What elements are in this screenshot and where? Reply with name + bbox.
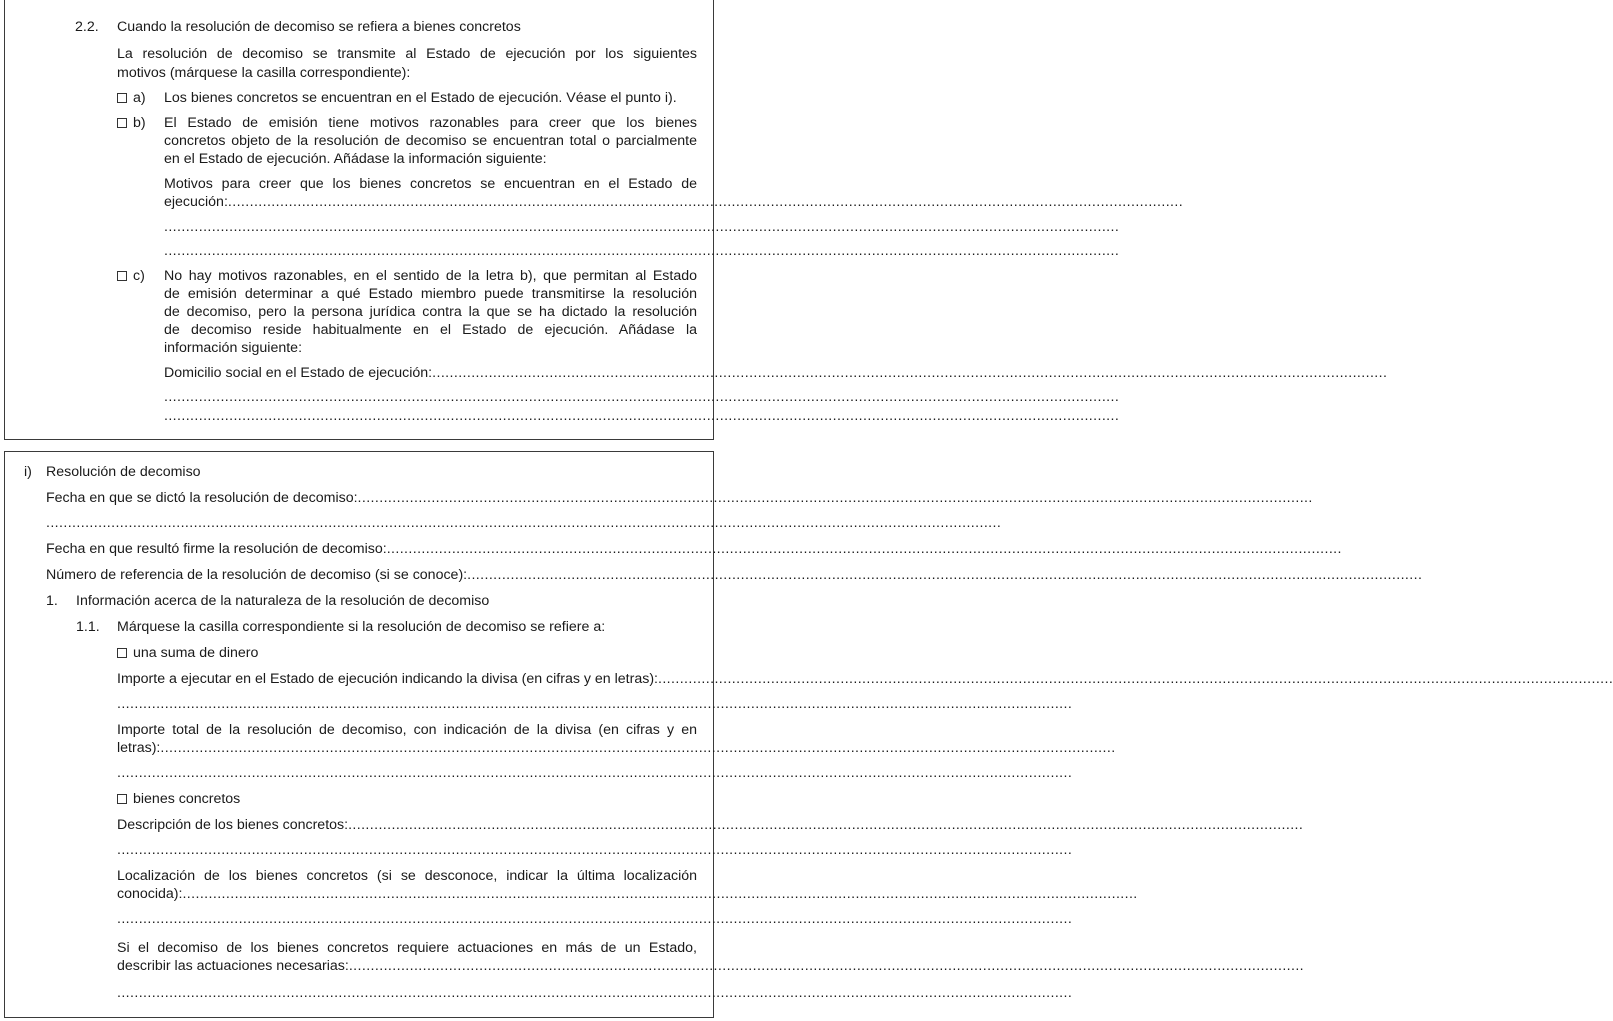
actuaciones-field[interactable] (117, 958, 1305, 975)
importe-ejecutar-label: Importe a ejecutar en el Estado de ejecución indicando la divisa (en cifras y en letras): (117, 671, 658, 687)
checkbox-b[interactable] (117, 118, 127, 128)
fecha-firme-dotted-line[interactable]: ............................................................................................................................................................................................................................ (386, 541, 1342, 557)
domicilio-dotted-line-1[interactable]: ............................................................................................................................................................................................................................ (432, 365, 1388, 381)
fecha-dicto-label: Fecha en que se dictó la resolución de decomiso: (46, 490, 358, 506)
actuaciones-label-1: Si el decomiso de los bienes concretos requiere actuaciones en más de un Estado, (117, 940, 697, 956)
option-c[interactable] (117, 268, 145, 285)
option-c-line-4: de decomiso reside habitualmente en el Estado de ejecución. Añádase la (164, 322, 697, 338)
actuaciones-label-2: describir las actuaciones necesarias: (117, 958, 349, 974)
importe-ejecutar-dotted-line-2[interactable]: ............................................................................................................................................................................................................................ (117, 696, 1073, 712)
motivos-field[interactable] (164, 194, 1184, 211)
fecha-dicto-dotted-line-1[interactable]: ............................................................................................................................................................................................................................ (357, 490, 1313, 506)
domicilio-dotted-line-3[interactable]: ............................................................................................................................................................................................................................ (164, 408, 1120, 424)
domicilio-label: Domicilio social en el Estado de ejecución: (164, 365, 433, 381)
option-b[interactable] (117, 115, 146, 132)
numero-ref-label: Número de referencia de la resolución de decomiso (si se conoce): (46, 567, 468, 583)
suma-dinero-label: una suma de dinero (133, 645, 259, 661)
bienes-concretos-label: bienes concretos (133, 791, 241, 807)
motivos-label-line-2: ejecución: (164, 194, 228, 210)
section-i-letter: i) (24, 464, 32, 480)
option-c-line-2: de emisión determinar a qué Estado miembro puede transmitirse la resolución (164, 286, 697, 302)
descripcion-field[interactable] (117, 817, 1304, 834)
intro-line-2: motivos (márquese la casilla correspondiente): (117, 65, 411, 81)
option-c-line-5: información siguiente: (164, 340, 303, 356)
checkbox-a[interactable] (117, 93, 127, 103)
actuaciones-dotted-line-2[interactable]: ............................................................................................................................................................................................................................ (117, 985, 1073, 1001)
importe-total-dotted-line-1[interactable]: ............................................................................................................................................................................................................................ (160, 740, 1116, 756)
fecha-dicto-field[interactable] (46, 490, 1313, 507)
localizacion-dotted-line-2[interactable]: ............................................................................................................................................................................................................................ (117, 911, 1073, 927)
importe-total-dotted-line-2[interactable]: ............................................................................................................................................................................................................................ (117, 765, 1073, 781)
section-number: 2.2. (75, 19, 99, 35)
domicilio-dotted-line-2[interactable]: ............................................................................................................................................................................................................................ (164, 389, 1120, 405)
option-b-line-2: concretos objeto de la resolución de decomiso se encuentran total o parcialmente (164, 133, 697, 149)
subsection-1-number: 1. (46, 593, 58, 609)
localizacion-field[interactable] (117, 886, 1138, 903)
domicilio-field[interactable] (164, 365, 1388, 382)
intro-line-1: La resolución de decomiso se transmite al Estado de ejecución por los siguientes (117, 46, 697, 62)
option-a-letter: a) (133, 90, 146, 106)
subsection-1-1-number: 1.1. (76, 619, 100, 635)
fecha-dicto-dotted-line-2[interactable]: ............................................................................................................................................................................................................................ (46, 515, 1002, 531)
section-heading: Cuando la resolución de decomiso se refiera a bienes concretos (117, 19, 521, 35)
importe-ejecutar-dotted-line-1[interactable]: ............................................................................................................................................................................................................................ (658, 671, 1613, 687)
descripcion-dotted-line-2[interactable]: ............................................................................................................................................................................................................................ (117, 842, 1073, 858)
option-b-letter: b) (133, 115, 146, 131)
localizacion-label-2: conocida): (117, 886, 183, 902)
descripcion-dotted-line-1[interactable]: ............................................................................................................................................................................................................................ (348, 817, 1304, 833)
checkbox-bienes-concretos[interactable] (117, 794, 127, 804)
option-b-line-3: en el Estado de ejecución. Añádase la información siguiente: (164, 151, 547, 167)
fecha-firme-field[interactable] (46, 541, 1342, 558)
importe-total-label-1: Importe total de la resolución de decomiso, con indicación de la divisa (en cifras y en (117, 722, 697, 738)
subsection-1-1-heading: Márquese la casilla correspondiente si la resolución de decomiso se refiere a: (117, 619, 606, 635)
localizacion-dotted-line-1[interactable]: ............................................................................................................................................................................................................................ (182, 886, 1138, 902)
checkbox-c[interactable] (117, 271, 127, 281)
localizacion-label-1: Localización de los bienes concretos (si se desconoce, indicar la última localización (117, 868, 697, 884)
numero-ref-field[interactable] (46, 567, 1423, 584)
option-bienes-concretos[interactable] (117, 791, 240, 808)
option-c-line-1: No hay motivos razonables, en el sentido de la letra b), que permitan al Estado (164, 268, 697, 284)
motivos-dotted-line-1[interactable]: ............................................................................................................................................................................................................................ (227, 194, 1184, 210)
descripcion-label: Descripción de los bienes concretos: (117, 817, 349, 833)
option-suma-dinero[interactable] (117, 645, 258, 662)
numero-ref-dotted-line[interactable]: ............................................................................................................................................................................................................................ (467, 567, 1423, 583)
importe-ejecutar-field[interactable] (117, 671, 1613, 688)
importe-total-field[interactable] (117, 740, 1116, 757)
actuaciones-dotted-line-1[interactable]: ............................................................................................................................................................................................................................ (348, 958, 1305, 974)
subsection-1-heading: Información acerca de la naturaleza de la resolución de decomiso (76, 593, 490, 609)
option-b-line-1: El Estado de emisión tiene motivos razonables para creer que los bienes (164, 115, 697, 131)
option-a-text: Los bienes concretos se encuentran en el Estado de ejecución. Véase el punto i). (164, 90, 677, 106)
fecha-firme-label: Fecha en que resultó firme la resolución de decomiso: (46, 541, 387, 557)
option-c-line-3: de decomiso, pero la persona jurídica contra la que se ha dictado la resolución (164, 304, 697, 320)
motivos-dotted-line-3[interactable]: ............................................................................................................................................................................................................................ (164, 243, 1120, 259)
checkbox-suma-dinero[interactable] (117, 648, 127, 658)
option-c-letter: c) (133, 268, 145, 284)
motivos-label-line-1: Motivos para creer que los bienes concretos se encuentran en el Estado de (164, 176, 697, 192)
option-a[interactable] (117, 90, 146, 107)
motivos-dotted-line-2[interactable]: ............................................................................................................................................................................................................................ (164, 219, 1120, 235)
importe-total-label-2: letras): (117, 740, 161, 756)
section-i-heading: Resolución de decomiso (46, 464, 201, 480)
